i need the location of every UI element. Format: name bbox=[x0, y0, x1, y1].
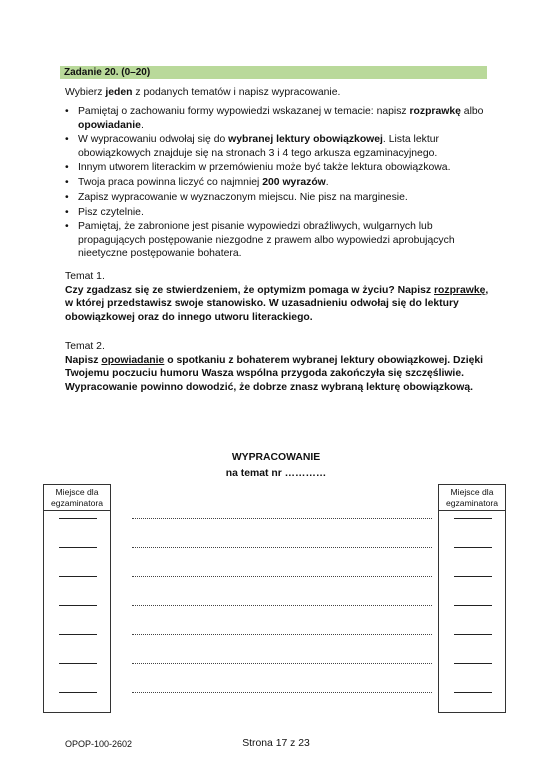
text-run: Pamiętaj o zachowaniu formy wypowiedzi wskazanej w temacie: napisz bbox=[78, 106, 410, 117]
essay-title: WYPRACOWANIE bbox=[231, 452, 321, 463]
writing-line[interactable] bbox=[132, 518, 432, 519]
bold-text: opowiadanie bbox=[78, 119, 141, 131]
underlined-text: opowiadanie bbox=[101, 354, 165, 366]
text-run: . bbox=[325, 177, 329, 189]
score-slot bbox=[59, 663, 97, 664]
score-slot bbox=[454, 634, 492, 635]
score-slot bbox=[59, 692, 97, 693]
writing-line[interactable] bbox=[132, 547, 432, 548]
score-slot bbox=[454, 663, 492, 664]
topic-1-label: Temat 1. bbox=[65, 271, 105, 282]
text-run: Czy zgadzasz się ze stwierdzeniem, że optymizm pomaga w życiu? Napisz bbox=[65, 284, 434, 296]
topic-1-text bbox=[65, 284, 490, 325]
rule-item bbox=[65, 161, 485, 175]
instruction-bold: jeden bbox=[105, 87, 133, 98]
exam-code: OPOP-100-2602 bbox=[65, 739, 133, 749]
rule-item bbox=[65, 191, 485, 205]
score-slot bbox=[454, 605, 492, 606]
rule-item bbox=[65, 133, 485, 160]
score-slot bbox=[59, 518, 97, 519]
bold-text: 200 wyrazów bbox=[262, 177, 326, 189]
text-run: albo bbox=[460, 106, 484, 117]
instruction-text-1: Wybierz bbox=[65, 87, 106, 98]
text-run: Napisz bbox=[65, 354, 102, 366]
score-slot bbox=[59, 547, 97, 548]
text-run: Zapisz wypracowanie w wyznaczonym miejscu. Nie pisz na marginesie. bbox=[78, 191, 408, 203]
rules-list bbox=[65, 105, 485, 262]
topic-1 bbox=[65, 270, 490, 324]
writing-line[interactable] bbox=[132, 605, 432, 606]
bold-text: wybranej lektury obowiązkowej bbox=[228, 134, 383, 146]
rule-item bbox=[65, 176, 485, 190]
examiner-box-right bbox=[438, 484, 506, 713]
topic-2-text bbox=[65, 354, 490, 395]
text-run: Pamiętaj, że zabronione jest pisanie wypowiedzi obraźliwych, wulgarnych lub propagujących postępowanie niezgodne z prawem albo wypowiedzi aprobujących nieetyczne postępowanie bohatera. bbox=[78, 221, 455, 260]
rule-item bbox=[65, 206, 485, 220]
score-slot bbox=[59, 576, 97, 577]
text-run: . Lista lektur obowiązkowych znajduje się na stronach 3 i 4 tego arkusza egzaminacyjnego. bbox=[78, 134, 439, 159]
writing-line[interactable] bbox=[132, 663, 432, 664]
page-number: Strona 17 z 23 bbox=[242, 738, 310, 749]
text-run: Innym utworem literackim w przemówieniu może być także lektura obowiązkowa. bbox=[78, 162, 451, 174]
task-instruction bbox=[65, 86, 485, 100]
underlined-text: rozprawkę bbox=[433, 284, 486, 296]
rule-item bbox=[65, 220, 485, 261]
text-run: , w której przedstawisz swoje stanowisko. W uzasadnieniu odwołaj się do lektury obowiązkowej oraz do innego utworu literackiego. bbox=[65, 284, 489, 323]
instruction-text-2: z podanych tematów i napisz wypracowanie. bbox=[132, 87, 341, 98]
task-title: Zadanie 20. (0–20) bbox=[64, 67, 151, 78]
text-run: . bbox=[140, 119, 144, 131]
writing-line[interactable] bbox=[132, 576, 432, 577]
writing-line[interactable] bbox=[132, 692, 432, 693]
rule-item bbox=[65, 105, 485, 132]
score-slot bbox=[454, 547, 492, 548]
examiner-box-right-label: Miejsce dla egzaminatora bbox=[439, 485, 505, 511]
bold-text: rozprawkę bbox=[409, 106, 461, 117]
examiner-box-left-label: Miejsce dla egzaminatora bbox=[44, 485, 110, 511]
text-run: o spotkaniu z bohaterem wybranej lektury obowiązkowej. Dzięki Twojemu poczuciu humoru Wasza wspólna przygoda zakończyła się szczęśliwie. Wypracowanie powinno dowodzić, że dobrze znasz wybraną lekturę obowiązkową. bbox=[65, 354, 484, 393]
text-run: W wypracowaniu odwołaj się do bbox=[78, 134, 229, 146]
text-run: Twoja praca powinna liczyć co najmniej bbox=[78, 177, 263, 189]
score-slot bbox=[454, 576, 492, 577]
topic-2 bbox=[65, 340, 490, 394]
task-header-bar bbox=[60, 66, 487, 79]
score-slot bbox=[59, 634, 97, 635]
text-run: Pisz czytelnie. bbox=[78, 206, 144, 218]
score-slot bbox=[454, 518, 492, 519]
writing-line[interactable] bbox=[132, 634, 432, 635]
score-slot bbox=[59, 605, 97, 606]
essay-subtitle: na temat nr ………… bbox=[225, 468, 327, 479]
score-slot bbox=[454, 692, 492, 693]
topic-2-label: Temat 2. bbox=[65, 341, 105, 352]
examiner-box-left bbox=[43, 484, 111, 713]
